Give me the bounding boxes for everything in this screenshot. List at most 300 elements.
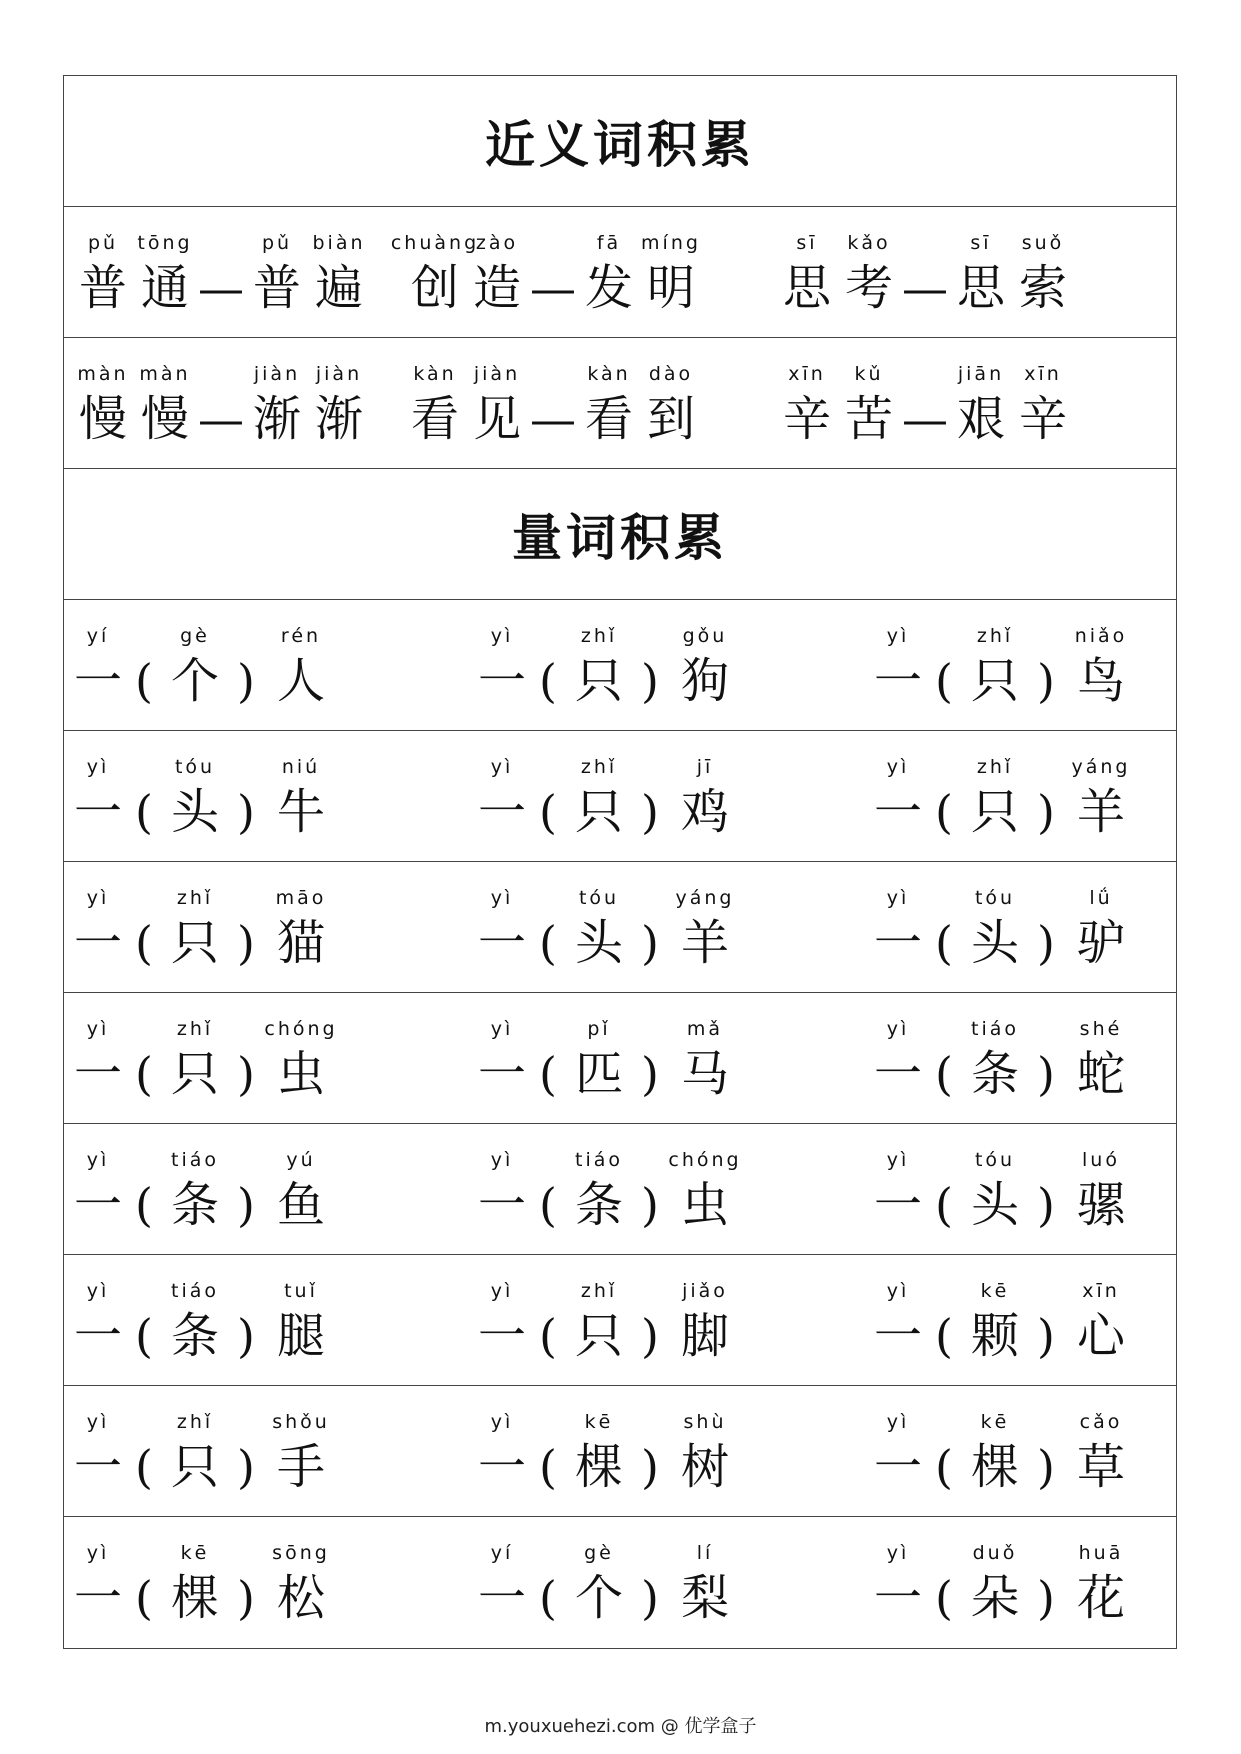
pinyin: lí: [696, 1542, 714, 1564]
char-unit: [466, 338, 528, 450]
pinyin: jiǎo: [682, 1280, 728, 1302]
measure-phrase: [70, 731, 338, 861]
pinyin: tiáo: [171, 1280, 219, 1302]
pinyin: kàn: [413, 363, 457, 385]
hanzi: 通: [140, 260, 189, 316]
hanzi: 一: [477, 784, 526, 840]
pinyin: yì: [886, 625, 910, 647]
hanzi: 松: [276, 1570, 325, 1626]
pinyin: pǔ: [87, 232, 119, 254]
hanzi: 一: [873, 1570, 922, 1626]
synonym-pair: [72, 207, 370, 337]
paren-open: (: [539, 1178, 557, 1232]
char-unit: [962, 993, 1028, 1105]
measure-phrase: [474, 1255, 742, 1385]
char-unit: [668, 1255, 742, 1367]
paren-open: (: [935, 1309, 953, 1363]
pinyin: yì: [86, 887, 110, 909]
hanzi: 羊: [680, 915, 729, 971]
hanzi: 一: [477, 1308, 526, 1364]
char-unit: [962, 1124, 1028, 1236]
paren-close: ): [237, 1309, 255, 1363]
paren-open: (: [539, 785, 557, 839]
hanzi: 手: [276, 1439, 325, 1495]
paren-open: (: [539, 1309, 557, 1363]
hanzi: 渐: [314, 391, 363, 447]
char-unit: [162, 1386, 228, 1498]
paren-close: ): [237, 1571, 255, 1625]
measure-phrase: [870, 1517, 1138, 1648]
pinyin: yì: [490, 887, 514, 909]
pinyin: yí: [86, 625, 110, 647]
char-unit: [838, 207, 900, 319]
char-unit: [1064, 1255, 1138, 1367]
char-unit: [264, 1255, 338, 1367]
pinyin: pǔ: [261, 232, 293, 254]
dash-separator: —: [198, 392, 244, 446]
hanzi: 创: [410, 260, 459, 316]
hanzi: 苦: [844, 391, 893, 447]
hanzi: 猫: [276, 915, 325, 971]
char-unit: [70, 731, 126, 843]
char-unit: [668, 731, 742, 843]
char-unit: [134, 338, 196, 450]
char-unit: [308, 338, 370, 450]
pinyin: jiàn: [315, 363, 363, 385]
char-unit: [72, 207, 134, 319]
pinyin: shé: [1079, 1018, 1123, 1040]
dash-separator: —: [530, 392, 576, 446]
char-unit: [776, 338, 838, 450]
char-unit: [870, 1255, 926, 1367]
hanzi: 见: [472, 391, 521, 447]
pinyin: yáng: [675, 887, 735, 909]
pinyin: jiàn: [253, 363, 301, 385]
char-unit: [264, 600, 338, 712]
pinyin: yì: [490, 1149, 514, 1171]
measure-phrase: [474, 600, 742, 730]
paren-close: ): [237, 654, 255, 708]
pinyin: chóng: [264, 1018, 338, 1040]
pinyin: yì: [86, 1280, 110, 1302]
measure-phrase: [70, 1124, 338, 1254]
hanzi: 心: [1076, 1308, 1125, 1364]
pinyin: yì: [886, 1411, 910, 1433]
measure-phrase: [474, 1124, 742, 1254]
char-unit: [134, 207, 196, 319]
hanzi: 条: [574, 1177, 623, 1233]
hanzi: 条: [170, 1308, 219, 1364]
pinyin: biàn: [312, 232, 366, 254]
char-unit: [1064, 1124, 1138, 1236]
hanzi: 只: [574, 653, 623, 709]
char-unit: [870, 600, 926, 712]
paren-close: ): [1037, 1178, 1055, 1232]
paren-close: ): [641, 916, 659, 970]
measure-words-title: 量词积累: [512, 508, 728, 567]
hanzi: 渐: [252, 391, 301, 447]
char-unit: [474, 1255, 530, 1367]
pinyin: zào: [475, 232, 519, 254]
char-unit: [950, 338, 1012, 450]
pinyin: tiáo: [575, 1149, 623, 1171]
hanzi: 只: [170, 1439, 219, 1495]
hanzi: 看: [410, 391, 459, 447]
pinyin: sī: [796, 232, 818, 254]
char-unit: [1064, 1386, 1138, 1498]
char-unit: [566, 862, 632, 974]
measure-phrase: [870, 731, 1138, 861]
hanzi: 朵: [970, 1570, 1019, 1626]
hanzi: 普: [78, 260, 127, 316]
pinyin: lǘ: [1089, 887, 1113, 909]
char-unit: [962, 1386, 1028, 1498]
hanzi: 一: [73, 1439, 122, 1495]
pinyin: yì: [886, 1542, 910, 1564]
pinyin: xīn: [1082, 1280, 1120, 1302]
measure-row-3: [64, 862, 1176, 993]
hanzi: 发: [584, 260, 633, 316]
hanzi: 只: [574, 784, 623, 840]
pinyin: kē: [980, 1411, 1010, 1433]
paren-open: (: [539, 1571, 557, 1625]
paren-close: ): [641, 785, 659, 839]
pinyin: mǎ: [686, 1018, 724, 1040]
paren-open: (: [935, 1178, 953, 1232]
synonyms-title: 近义词积累: [485, 115, 755, 174]
char-unit: [264, 1386, 338, 1498]
pinyin: jiàn: [473, 363, 521, 385]
pinyin: shù: [683, 1411, 727, 1433]
paren-close: ): [1037, 1440, 1055, 1494]
pinyin: pǐ: [587, 1018, 611, 1040]
dash-separator: —: [902, 261, 948, 315]
char-unit: [870, 993, 926, 1105]
hanzi: 虫: [680, 1177, 729, 1233]
hanzi: 腿: [276, 1308, 325, 1364]
pinyin: zhǐ: [176, 887, 214, 909]
char-unit: [566, 731, 632, 843]
hanzi: 造: [472, 260, 521, 316]
dash-separator: —: [902, 392, 948, 446]
pinyin: tiáo: [171, 1149, 219, 1171]
measure-phrase: [70, 1517, 338, 1648]
hanzi: 一: [873, 784, 922, 840]
hanzi: 思: [956, 260, 1005, 316]
char-unit: [668, 1517, 742, 1629]
char-unit: [566, 1124, 632, 1236]
hanzi: 骡: [1076, 1177, 1125, 1233]
char-unit: [474, 862, 530, 974]
char-unit: [162, 862, 228, 974]
synonym-pair: [72, 338, 370, 468]
hanzi: 辛: [782, 391, 831, 447]
hanzi: 一: [477, 1046, 526, 1102]
hanzi: 只: [574, 1308, 623, 1364]
hanzi: 只: [970, 653, 1019, 709]
hanzi: 一: [73, 915, 122, 971]
paren-close: ): [1037, 1047, 1055, 1101]
char-unit: [640, 338, 702, 450]
char-unit: [668, 600, 742, 712]
pinyin: gè: [180, 625, 210, 647]
pinyin: zhǐ: [976, 625, 1014, 647]
measure-phrase: [70, 1386, 338, 1516]
hanzi: 马: [680, 1046, 729, 1102]
hanzi: 驴: [1076, 915, 1125, 971]
measure-phrase: [474, 993, 742, 1123]
pinyin: niǎo: [1074, 625, 1128, 647]
char-unit: [640, 207, 702, 319]
paren-close: ): [1037, 1309, 1055, 1363]
paren-open: (: [135, 1309, 153, 1363]
char-unit: [1064, 1517, 1138, 1629]
paren-open: (: [935, 654, 953, 708]
char-unit: [474, 731, 530, 843]
hanzi: 一: [477, 915, 526, 971]
hanzi: 个: [170, 653, 219, 709]
char-unit: [474, 1386, 530, 1498]
char-unit: [70, 1255, 126, 1367]
char-unit: [870, 1386, 926, 1498]
hanzi: 头: [574, 915, 623, 971]
hanzi: 一: [73, 784, 122, 840]
pinyin: yáng: [1071, 756, 1131, 778]
hanzi: 一: [73, 1570, 122, 1626]
char-unit: [264, 731, 338, 843]
hanzi: 头: [970, 1177, 1019, 1233]
paren-open: (: [135, 785, 153, 839]
pinyin: tóu: [974, 887, 1016, 909]
hanzi: 羊: [1076, 784, 1125, 840]
hanzi: 一: [73, 1046, 122, 1102]
pinyin: zhǐ: [176, 1411, 214, 1433]
hanzi: 一: [873, 1177, 922, 1233]
pinyin: yì: [490, 1280, 514, 1302]
hanzi: 明: [646, 260, 695, 316]
synonyms-title-row: [64, 76, 1176, 207]
char-unit: [962, 862, 1028, 974]
char-unit: [70, 993, 126, 1105]
hanzi: 花: [1076, 1570, 1125, 1626]
paren-close: ): [641, 1571, 659, 1625]
pinyin: gè: [584, 1542, 614, 1564]
char-unit: [566, 600, 632, 712]
measure-phrase: [70, 993, 338, 1123]
hanzi: 只: [170, 915, 219, 971]
pinyin: míng: [641, 232, 701, 254]
measure-phrase: [870, 1124, 1138, 1254]
hanzi: 看: [584, 391, 633, 447]
char-unit: [1064, 862, 1138, 974]
measure-row-1: [64, 600, 1176, 731]
paren-open: (: [935, 1440, 953, 1494]
char-unit: [246, 338, 308, 450]
hanzi: 颗: [970, 1308, 1019, 1364]
char-unit: [70, 600, 126, 712]
hanzi: 匹: [574, 1046, 623, 1102]
pinyin: màn: [139, 363, 191, 385]
pinyin: xīn: [1024, 363, 1062, 385]
synonym-row-2: [64, 338, 1176, 469]
hanzi: 一: [873, 915, 922, 971]
measure-row-4: [64, 993, 1176, 1124]
hanzi: 虫: [276, 1046, 325, 1102]
pinyin: yì: [86, 1542, 110, 1564]
char-unit: [578, 338, 640, 450]
dash-separator: —: [530, 261, 576, 315]
measure-phrase: [870, 600, 1138, 730]
hanzi: 鸡: [680, 784, 729, 840]
hanzi: 辛: [1018, 391, 1067, 447]
hanzi: 一: [873, 1439, 922, 1495]
pinyin: luó: [1082, 1149, 1120, 1171]
pinyin: kǔ: [854, 363, 884, 385]
char-unit: [1064, 993, 1138, 1105]
pinyin: yì: [86, 1018, 110, 1040]
char-unit: [962, 1255, 1028, 1367]
paren-open: (: [135, 916, 153, 970]
paren-close: ): [641, 1047, 659, 1101]
synonym-pair: [776, 338, 1074, 468]
pinyin: suǒ: [1021, 232, 1065, 254]
char-unit: [404, 338, 466, 450]
synonym-row-1: [64, 207, 1176, 338]
pinyin: yú: [286, 1149, 316, 1171]
hanzi: 思: [782, 260, 831, 316]
synonym-pair: [776, 207, 1074, 337]
measure-phrase: [70, 862, 338, 992]
char-unit: [668, 862, 742, 974]
paren-open: (: [539, 916, 557, 970]
hanzi: 一: [477, 1177, 526, 1233]
pinyin: gǒu: [682, 625, 728, 647]
char-unit: [870, 1517, 926, 1629]
paren-close: ): [1037, 654, 1055, 708]
measure-phrase: [870, 1255, 1138, 1385]
paren-open: (: [135, 1178, 153, 1232]
measure-phrase: [870, 993, 1138, 1123]
pinyin: kàn: [587, 363, 631, 385]
pinyin: yì: [86, 1411, 110, 1433]
pinyin: shǒu: [272, 1411, 330, 1433]
char-unit: [1064, 600, 1138, 712]
hanzi: 脚: [680, 1308, 729, 1364]
pinyin: zhǐ: [176, 1018, 214, 1040]
pinyin: dào: [648, 363, 694, 385]
hanzi: 普: [252, 260, 301, 316]
char-unit: [474, 600, 530, 712]
char-unit: [1064, 731, 1138, 843]
paren-open: (: [135, 1047, 153, 1101]
hanzi: 头: [970, 915, 1019, 971]
paren-close: ): [237, 785, 255, 839]
char-unit: [308, 207, 370, 319]
pinyin: yì: [490, 1411, 514, 1433]
dash-separator: —: [198, 261, 244, 315]
paren-close: ): [237, 1178, 255, 1232]
measure-phrase: [474, 862, 742, 992]
char-unit: [870, 1124, 926, 1236]
hanzi: 一: [873, 1308, 922, 1364]
pinyin: niú: [281, 756, 321, 778]
char-unit: [264, 993, 338, 1105]
pinyin: sōng: [272, 1542, 330, 1564]
paren-open: (: [539, 1047, 557, 1101]
hanzi: 草: [1076, 1439, 1125, 1495]
hanzi: 考: [844, 260, 893, 316]
char-unit: [1012, 338, 1074, 450]
hanzi: 蛇: [1076, 1046, 1125, 1102]
hanzi: 一: [477, 1439, 526, 1495]
hanzi: 只: [170, 1046, 219, 1102]
char-unit: [246, 207, 308, 319]
pinyin: yí: [490, 1542, 514, 1564]
measure-row-6: [64, 1255, 1176, 1386]
hanzi: 头: [170, 784, 219, 840]
measure-phrase: [870, 1386, 1138, 1516]
char-unit: [578, 207, 640, 319]
hanzi: 到: [646, 391, 695, 447]
pinyin: yì: [86, 1149, 110, 1171]
char-unit: [838, 338, 900, 450]
hanzi: 一: [873, 1046, 922, 1102]
hanzi: 一: [477, 653, 526, 709]
hanzi: 条: [170, 1177, 219, 1233]
pinyin: duǒ: [972, 1542, 1018, 1564]
pinyin: zhǐ: [580, 1280, 618, 1302]
pinyin: tóu: [974, 1149, 1016, 1171]
char-unit: [566, 993, 632, 1105]
char-unit: [72, 338, 134, 450]
char-unit: [162, 993, 228, 1105]
hanzi: 个: [574, 1570, 623, 1626]
char-unit: [70, 1124, 126, 1236]
char-unit: [162, 600, 228, 712]
paren-close: ): [641, 1178, 659, 1232]
pinyin: chóng: [668, 1149, 742, 1171]
char-unit: [566, 1255, 632, 1367]
char-unit: [962, 1517, 1028, 1629]
char-unit: [870, 862, 926, 974]
pinyin: tiáo: [971, 1018, 1019, 1040]
char-unit: [962, 731, 1028, 843]
pinyin: yì: [86, 756, 110, 778]
pinyin: sī: [970, 232, 992, 254]
measure-title-row: [64, 469, 1176, 600]
pinyin: huā: [1078, 1542, 1124, 1564]
footer-watermark: m.youxuehezi.com @ 优学盒子: [484, 1716, 757, 1737]
hanzi: 鱼: [276, 1177, 325, 1233]
hanzi: 牛: [276, 784, 325, 840]
paren-open: (: [135, 1571, 153, 1625]
pinyin: tōng: [137, 232, 193, 254]
char-unit: [264, 1124, 338, 1236]
measure-phrase: [70, 1255, 338, 1385]
char-unit: [668, 1124, 742, 1236]
pinyin: màn: [77, 363, 129, 385]
pinyin: kē: [180, 1542, 210, 1564]
char-unit: [162, 1124, 228, 1236]
hanzi: 慢: [140, 391, 189, 447]
paren-close: ): [641, 1440, 659, 1494]
paren-close: ): [237, 916, 255, 970]
pinyin: yì: [886, 887, 910, 909]
paren-close: ): [641, 1309, 659, 1363]
paren-open: (: [539, 654, 557, 708]
pinyin: yì: [886, 756, 910, 778]
char-unit: [70, 1386, 126, 1498]
